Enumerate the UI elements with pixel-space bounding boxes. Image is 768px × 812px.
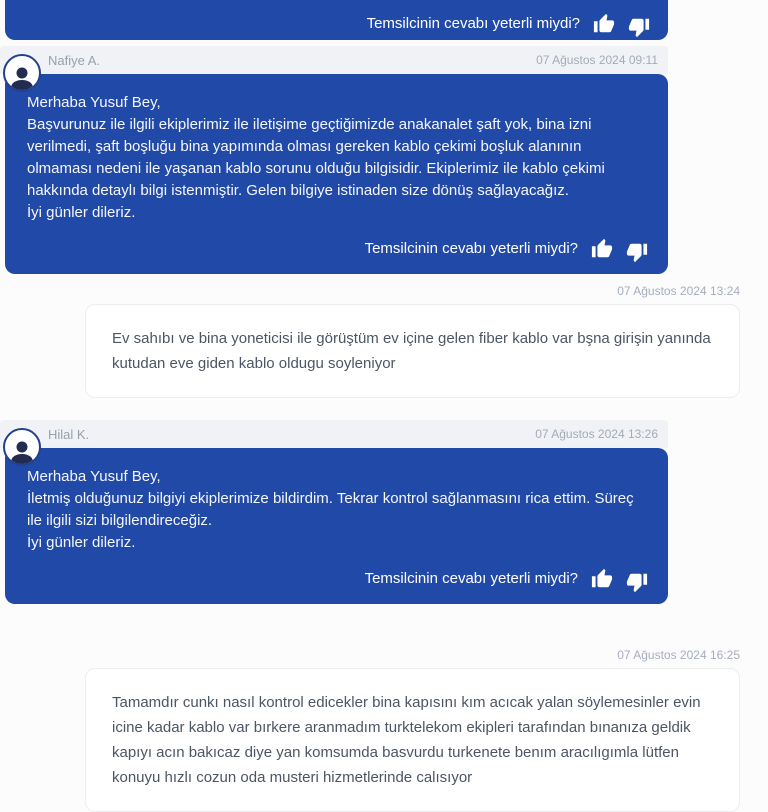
customer-message-bubble: [85, 304, 740, 398]
thumbs-down-icon[interactable]: [626, 241, 648, 263]
agent-message-group: [0, 46, 768, 274]
thumbs-up-icon[interactable]: [593, 13, 615, 35]
message-text: Ev sahıbı ve bina yoneticisi ile görüştüm ev içine gelen fiber kablo var bşna girişin yanında kutudan eve giden kablo oldugu soyleniyor: [112, 330, 711, 372]
message-text: İletmiş olduğunuz bilgiyi ekiplerimize bildirdim. Tekrar kontrol sağlanmasını rica ettim. Süreç ile ilgili sizi bilgilendireceğiz.: [27, 490, 634, 529]
agent-message-header: [0, 420, 668, 448]
message-timestamp: 07 Ağustos 2024 09:11: [536, 53, 658, 67]
feedback-question: Temsilcinin cevabı yeterli miydi?: [364, 240, 578, 257]
person-icon: [7, 63, 37, 92]
customer-message-bubble: [85, 668, 740, 812]
message-text: Tamamdır cunkı nasıl kontrol edicekler bina kapısını kım acıcak yalan söylemesinler evin icine kadar kablo var bırkere aranmadım turktelekom ekipleri tarafından bınanıza geldik kapıyı acın bakıcaz diye yan komsumda basvurdu turkenete benım aracılıgımla lütfen konuyu hızlı cozun oda musteri hizmetlerinde calısıyor: [112, 694, 701, 786]
message-text: İyi günler dileriz.: [27, 204, 136, 221]
thumbs-up-icon[interactable]: [591, 238, 613, 260]
message-timestamp: 07 Ağustos 2024 16:25: [617, 648, 740, 662]
message-text: İyi günler dileriz.: [27, 534, 136, 551]
message-text: Merhaba Yusuf Bey,: [27, 468, 161, 485]
customer-message-group: [0, 284, 768, 398]
person-icon: [7, 437, 37, 466]
agent-message-bubble: [5, 448, 668, 604]
agent-message-bubble: [5, 74, 668, 274]
agent-avatar: [3, 54, 41, 92]
agent-avatar: [3, 428, 41, 466]
feedback-question: Temsilcinin cevabı yeterli miydi?: [366, 15, 580, 32]
agent-message-header: [0, 46, 668, 74]
thumbs-down-icon[interactable]: [628, 16, 650, 38]
message-timestamp: 07 Ağustos 2024 13:24: [617, 284, 740, 298]
thumbs-down-icon[interactable]: [626, 571, 648, 593]
message-text: Merhaba Yusuf Bey,: [27, 94, 161, 111]
agent-name: Nafiye A.: [48, 52, 101, 68]
agent-name: Hilal K.: [48, 426, 90, 442]
feedback-row: [27, 568, 648, 590]
customer-message-group: [0, 648, 768, 812]
feedback-question: Temsilcinin cevabı yeterli miydi?: [364, 570, 578, 587]
thumbs-up-icon[interactable]: [591, 568, 613, 590]
feedback-row: [27, 238, 648, 260]
message-text: Başvurunuz ile ilgili ekiplerimiz ile iletişime geçtiğimizde anakanalet şaft yok, bina izni verilmedi, şaft boşluğu bina yapımında olması gereken kablo çekimi boşluk alanının olmaması nedeni ile yaşanan kablo sorunu olduğu bilgisidir. Ekiplerimiz ile kablo çekimi hakkında detaylı bilgi istenmiştir. Gelen bilgiye istinaden size dönüş sağlayacağız.: [27, 116, 605, 199]
agent-message-partial: [5, 0, 668, 40]
feedback-row: [367, 13, 650, 35]
message-timestamp: 07 Ağustos 2024 13:26: [535, 427, 658, 441]
agent-message-group: [0, 420, 768, 604]
